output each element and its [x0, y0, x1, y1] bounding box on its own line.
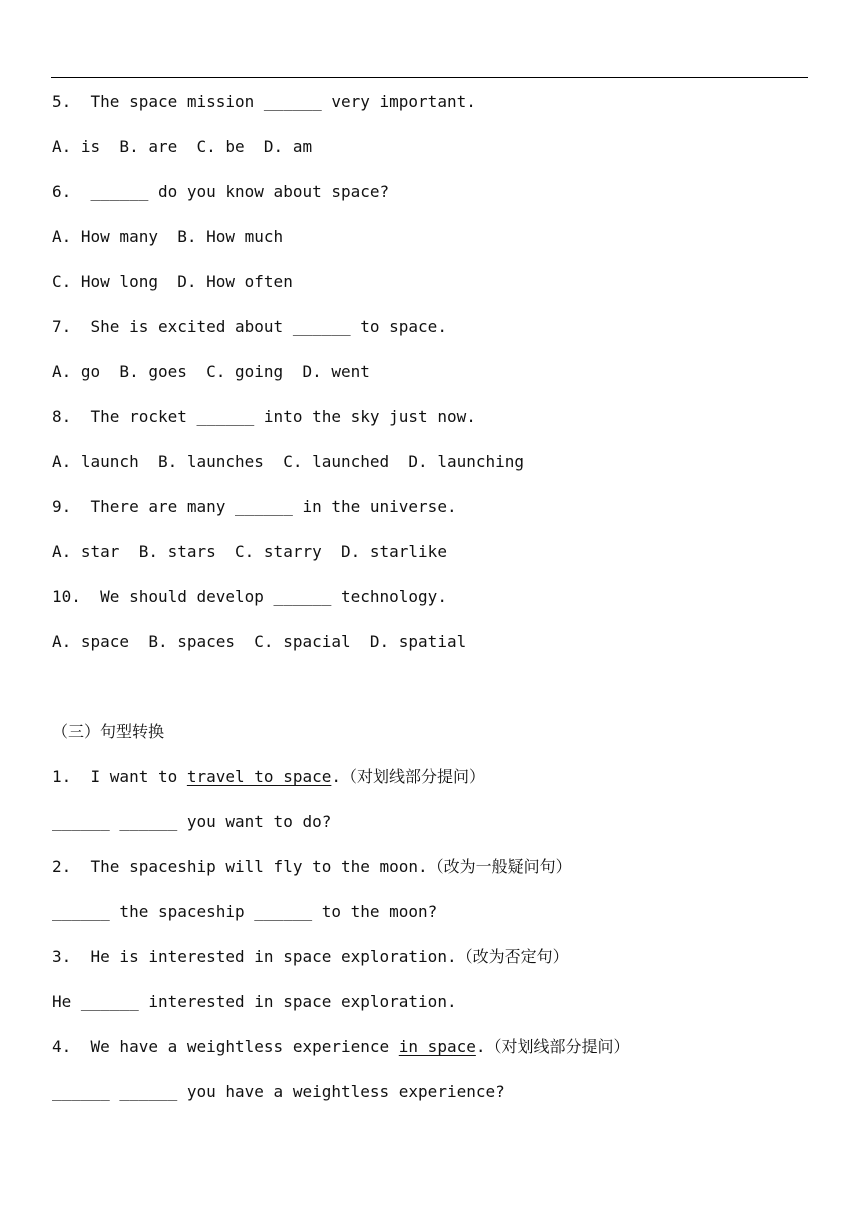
transform-item-2: 2. The spaceship will fly to the moon.（改为一般疑问句） — [52, 857, 572, 876]
transform-answer-2: ______ the spaceship ______ to the moon? — [52, 902, 438, 921]
transform-answer-4: ______ ______ you have a weightless experience? — [52, 1082, 505, 1101]
question-6: 6. ______ do you know about space? — [52, 182, 390, 201]
transform-item-1 — [52, 767, 485, 787]
options-7: A. go B. goes C. going D. went — [52, 362, 370, 381]
section-title: （三）句型转换 — [52, 722, 165, 741]
options-10: A. space B. spaces C. spacial D. spatial — [52, 632, 467, 651]
question-7: 7. She is excited about ______ to space. — [52, 317, 447, 336]
item-4-text: 4. We have a weightless experience — [52, 1037, 399, 1056]
options-6-line1: A. How many B. How much — [52, 227, 284, 246]
transform-answer-1: ______ ______ you want to do? — [52, 812, 332, 831]
transform-answer-3: He ______ interested in space exploration. — [52, 992, 457, 1011]
item-4-instruction: .（对划线部分提问） — [475, 1037, 630, 1056]
header-rule — [51, 77, 808, 78]
question-10: 10. We should develop ______ technology. — [52, 587, 447, 606]
question-5: 5. The space mission ______ very important. — [52, 92, 476, 111]
item-1-underlined: travel to space — [186, 767, 332, 786]
item-1-text: 1. I want to — [52, 767, 187, 786]
item-1-instruction: .（对划线部分提问） — [331, 767, 485, 786]
question-9: 9. There are many ______ in the universe. — [52, 497, 457, 516]
options-8: A. launch B. launches C. launched D. launching — [52, 452, 525, 471]
item-4-underlined: in space — [398, 1037, 476, 1056]
transform-item-3: 3. He is interested in space exploration.（改为否定句） — [52, 947, 569, 966]
transform-item-4 — [52, 1037, 629, 1057]
options-9: A. star B. stars C. starry D. starlike — [52, 542, 447, 561]
options-6-line2: C. How long D. How often — [52, 272, 293, 291]
options-5: A. is B. are C. be D. am — [52, 137, 313, 156]
question-8: 8. The rocket ______ into the sky just now. — [52, 407, 476, 426]
